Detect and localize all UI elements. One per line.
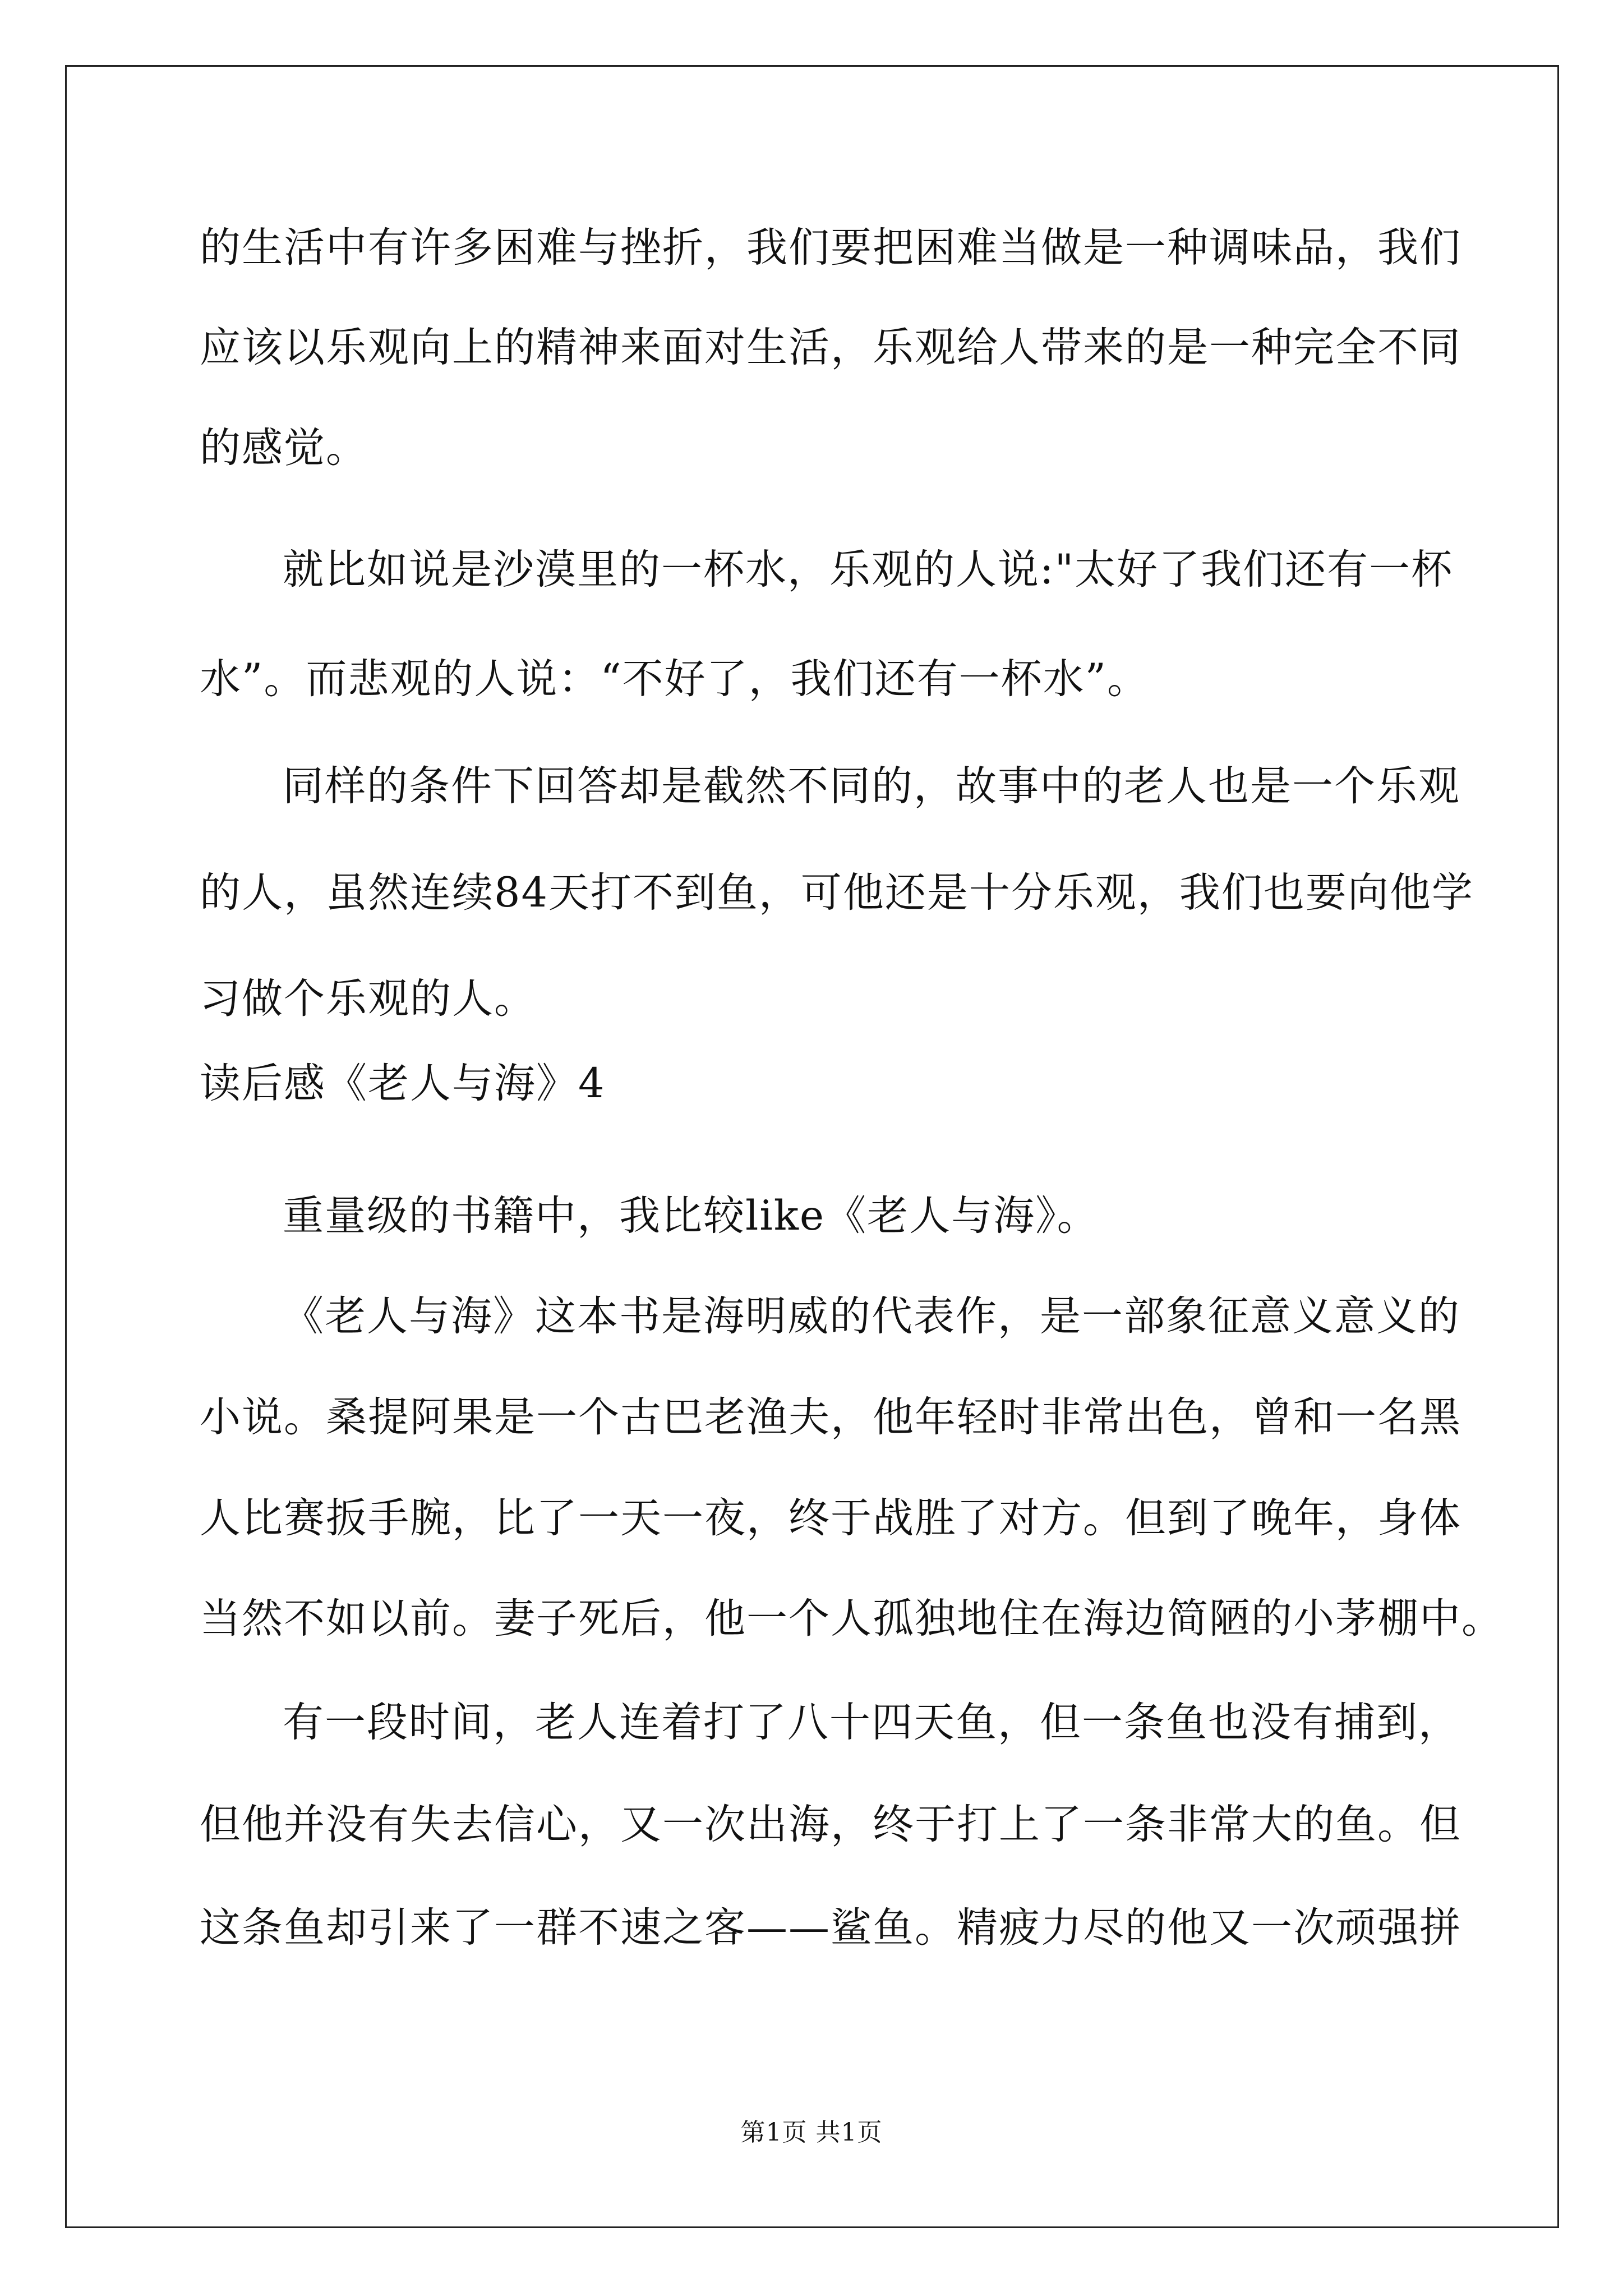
paragraph-line: 但他并没有失去信心，又一次出海，终于打上了一条非常大的鱼。但 bbox=[200, 1801, 1461, 1848]
paragraph-line: 的感觉。 bbox=[200, 424, 368, 472]
paragraph-line: 应该以乐观向上的精神来面对生活，乐观给人带来的是一种完全不同 bbox=[200, 324, 1461, 371]
paragraph-line: 水”。而悲观的人说：“不好了，我们还有一杯水”。 bbox=[200, 655, 1149, 703]
paragraph-line: 这条鱼却引来了一群不速之客——鲨鱼。精疲力尽的他又一次顽强拼 bbox=[200, 1904, 1461, 1952]
paragraph-line: 人比赛扳手腕，比了一天一夜，终于战胜了对方。但到了晚年，身体 bbox=[200, 1494, 1461, 1542]
paragraph-line: 的人，虽然连续84天打不到鱼，可他还是十分乐观，我们也要向他学 bbox=[200, 869, 1474, 917]
paragraph-line: 习做个乐观的人。 bbox=[200, 975, 536, 1023]
paragraph-line: 就比如说是沙漠里的一杯水，乐观的人说:"太好了我们还有一杯 bbox=[283, 546, 1454, 593]
page-number: 第1页 共1页 bbox=[740, 2118, 883, 2147]
paragraph-line: 《老人与海》这本书是海明威的代表作，是一部象征意义意义的 bbox=[283, 1292, 1460, 1340]
paragraph-line: 的生活中有许多困难与挫折，我们要把困难当做是一种调味品，我们 bbox=[200, 224, 1461, 272]
paragraph-line: 有一段时间，老人连着打了八十四天鱼，但一条鱼也没有捕到， bbox=[283, 1699, 1460, 1746]
paragraph-line: 小说。桑提阿果是一个古巴老渔夫，他年轻时非常出色，曾和一名黑 bbox=[200, 1393, 1461, 1441]
section-heading: 读后感《老人与海》4 bbox=[200, 1060, 606, 1107]
paragraph-line: 当然不如以前。妻子死后，他一个人孤独地住在海边简陋的小茅棚中。 bbox=[200, 1595, 1504, 1642]
paragraph-line: 重量级的书籍中，我比较like《老人与海》。 bbox=[283, 1192, 1099, 1240]
paragraph-line: 同样的条件下回答却是截然不同的，故事中的老人也是一个乐观 bbox=[283, 762, 1460, 810]
